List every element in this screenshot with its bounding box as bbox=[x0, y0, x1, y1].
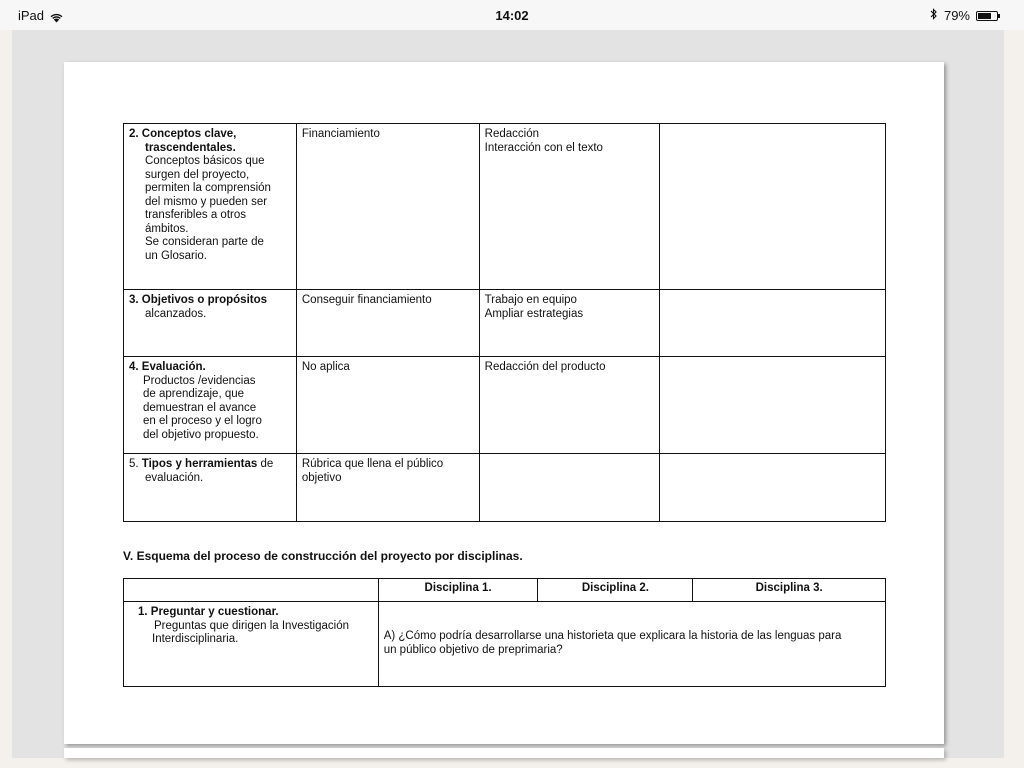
table-cell-empty bbox=[660, 124, 886, 290]
question-cell bbox=[378, 602, 885, 687]
header-discipline-3: Disciplina 3. bbox=[693, 579, 886, 602]
row-title: trascendentales. bbox=[145, 141, 236, 154]
row-title: 1. Preguntar y cuestionar. bbox=[138, 606, 279, 618]
title-suffix: de bbox=[257, 458, 274, 470]
row-label-cell bbox=[124, 454, 297, 522]
desc-line: un Glosario. bbox=[145, 249, 208, 262]
table-cell bbox=[296, 357, 479, 454]
disciplines-table bbox=[123, 578, 886, 687]
row-label-cell bbox=[124, 357, 297, 454]
table-header-row bbox=[124, 579, 886, 602]
section-title: V. Esquema del proceso de construcción del proyecto por disciplinas. bbox=[123, 549, 523, 563]
desc-line: permiten la comprensión bbox=[145, 182, 271, 194]
status-time: 14:02 bbox=[495, 8, 529, 23]
desc-line: en el proceso y el logro bbox=[143, 415, 262, 427]
row-label-cell bbox=[124, 290, 297, 357]
row-title bbox=[129, 458, 291, 472]
cell-text: Ampliar estrategias bbox=[484, 307, 584, 320]
next-page-edge bbox=[64, 748, 944, 758]
row-description bbox=[138, 620, 373, 647]
desc-line: Se consideran parte de bbox=[145, 236, 264, 248]
table-row bbox=[124, 602, 886, 687]
desc-line: del objetivo propuesto. bbox=[143, 428, 259, 441]
table-cell bbox=[479, 290, 660, 357]
desc-line: de aprendizaje, que bbox=[143, 388, 245, 400]
bluetooth-icon bbox=[930, 8, 938, 23]
battery-percent: 79% bbox=[943, 8, 970, 23]
cell-text: Redacción del producto bbox=[484, 361, 606, 373]
status-right bbox=[930, 8, 998, 23]
table-cell bbox=[296, 124, 479, 290]
desc-line: transferibles a otros bbox=[145, 209, 246, 221]
desc-line: demuestran el avance bbox=[143, 401, 257, 414]
table-row bbox=[124, 290, 886, 357]
question-line: A) ¿Cómo podría desarrollarse una historieta que explicara la historia de las lenguas para bbox=[383, 630, 842, 642]
project-table bbox=[123, 123, 886, 522]
cell-text: Redacción bbox=[484, 128, 540, 140]
desc-line: Interdisciplinaria. bbox=[152, 633, 239, 645]
device-name: iPad bbox=[18, 8, 45, 23]
table-cell-empty bbox=[479, 454, 660, 522]
row-description: evaluación. bbox=[145, 471, 204, 484]
row-description: alcanzados. bbox=[145, 307, 207, 320]
desc-line: Preguntas que dirigen la Investigación bbox=[154, 619, 349, 632]
cell-text: No aplica bbox=[301, 361, 350, 373]
battery-fill bbox=[978, 13, 991, 19]
table-row bbox=[124, 124, 886, 290]
row-label-cell bbox=[124, 602, 379, 687]
desc-line: Conceptos básicos que bbox=[145, 155, 265, 167]
table-cell-empty bbox=[660, 290, 886, 357]
row-description bbox=[129, 155, 291, 263]
title-prefix: 5. bbox=[129, 458, 142, 470]
document-page bbox=[64, 62, 944, 744]
desc-line: del mismo y pueden ser bbox=[145, 195, 268, 208]
header-cell-empty bbox=[124, 579, 379, 602]
cell-text: Financiamiento bbox=[301, 128, 380, 140]
table-cell-empty bbox=[660, 454, 886, 522]
row-title: 4. Evaluación. bbox=[129, 361, 206, 373]
question-line: un público objetivo de preprimaria? bbox=[383, 643, 563, 656]
battery-icon bbox=[976, 11, 998, 21]
desc-line: surgen del proyecto, bbox=[145, 168, 250, 181]
cell-text: objetivo bbox=[301, 471, 342, 484]
table-cell bbox=[296, 454, 479, 522]
title-bold: Tipos y herramientas bbox=[141, 458, 258, 470]
row-title: 3. Objetivos o propósitos bbox=[129, 294, 268, 306]
desc-line: ámbitos. bbox=[145, 222, 189, 235]
cell-text: Interacción con el texto bbox=[484, 141, 603, 154]
desc-line: Productos /evidencias bbox=[143, 374, 256, 387]
wifi-icon bbox=[50, 11, 62, 21]
table-cell bbox=[479, 124, 660, 290]
cell-text: Trabajo en equipo bbox=[484, 294, 577, 306]
row-description bbox=[129, 375, 291, 443]
status-left bbox=[18, 8, 62, 23]
cell-text: Conseguir financiamiento bbox=[301, 294, 432, 306]
cell-text: Rúbrica que llena el público bbox=[301, 458, 444, 470]
table-cell bbox=[479, 357, 660, 454]
row-label-cell bbox=[124, 124, 297, 290]
header-discipline-1: Disciplina 1. bbox=[378, 579, 538, 602]
row-title: 2. Conceptos clave, bbox=[129, 128, 237, 140]
table-cell-empty bbox=[660, 357, 886, 454]
table-row bbox=[124, 454, 886, 522]
header-discipline-2: Disciplina 2. bbox=[538, 579, 693, 602]
status-bar bbox=[0, 0, 1024, 30]
table-row bbox=[124, 357, 886, 454]
table-cell bbox=[296, 290, 479, 357]
